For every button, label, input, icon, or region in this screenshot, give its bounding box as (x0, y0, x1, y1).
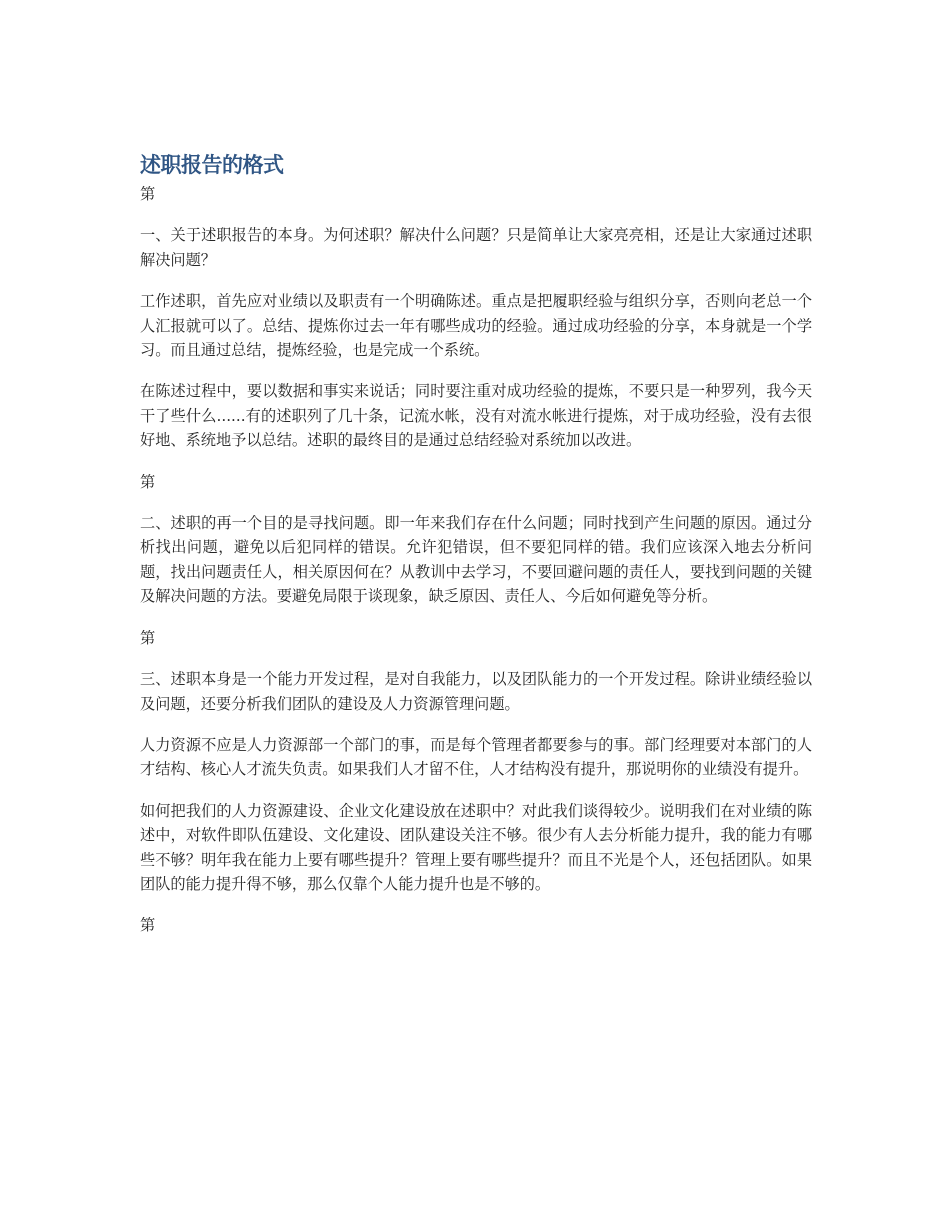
paragraph: 在陈述过程中，要以数据和事实来说话；同时要注重对成功经验的提炼，不要只是一种罗列，我今天干了些什么......有的述职列了几十条，记流水帐，没有对流水帐进行提炼，对于成功经验，没有去很好地、系统地予以总结。述职的最终目的是通过总结经验对系统加以改进。 (140, 382, 812, 450)
document-title: 述职报告的格式 (140, 153, 284, 177)
paragraph: 三、述职本身是一个能力开发过程，是对自我能力，以及团队能力的一个开发过程。除讲业绩经验以及问题，还要分析我们团队的建设及人力资源管理问题。 (140, 670, 812, 713)
paragraph: 二、述职的再一个目的是寻找问题。即一年来我们存在什么问题；同时找到产生问题的原因。通过分析找出问题，避免以后犯同样的错误。允许犯错误，但不要犯同样的错。我们应该深入地去分析问题，找出问题责任人，相关原因何在？从教训中去学习，不要回避问题的责任人，要找到问题的关键及解决问题的方法。要避免局限于谈现象，缺乏原因、责任人、今后如何避免等分析。 (140, 514, 812, 606)
section-marker: 第 (140, 472, 156, 491)
paragraph: 人力资源不应是人力资源部一个部门的事，而是每个管理者都要参与的事。部门经理要对本部门的人才结构、核心人才流失负责。如果我们人才留不住，人才结构没有提升，那说明你的业绩没有提升。 (140, 735, 812, 779)
section-marker: 第 (140, 916, 156, 935)
paragraph: 工作述职，首先应对业绩以及职责有一个明确陈述。重点是把履职经验与组织分享，否则向老总一个人汇报就可以了。总结、提炼你过去一年有哪些成功的经验。通过成功经验的分享，本身就是一个学习。而且通过总结，提炼经验，也是完成一个系统。 (140, 292, 812, 360)
section-marker: 第 (140, 185, 156, 203)
paragraph: 如何把我们的人力资源建设、企业文化建设放在述职中？对此我们谈得较少。说明我们在对业绩的陈述中，对软件即队伍建设、文化建设、团队建设关注不够。很少有人去分析能力提升，我的能力有哪些不够？明年我在能力上要有哪些提升？管理上要有哪些提升？而且不光是个人，还包括团队。如果团队的能力提升得不够，那么仅靠个人能力提升也是不够的。 (140, 801, 812, 893)
paragraph: 一、关于述职报告的本身。为何述职？解决什么问题？只是简单让大家亮亮相，还是让大家通过述职解决问题？ (140, 226, 812, 269)
document-page (140, 148, 812, 938)
section-marker: 第 (140, 628, 156, 647)
